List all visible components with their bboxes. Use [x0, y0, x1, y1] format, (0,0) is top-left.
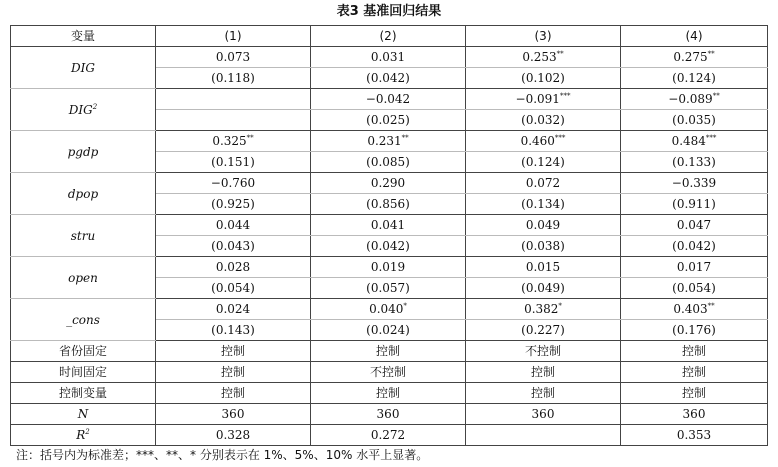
se-cell: (0.118) [156, 68, 311, 89]
coef-cell [156, 89, 311, 110]
control-cell: 控制 [466, 383, 621, 404]
stat-cell: 0.353 [621, 425, 768, 446]
header-col-3: (3) [466, 26, 621, 47]
coef-cell: −0.760 [156, 173, 311, 194]
header-col-1: (1) [156, 26, 311, 47]
coef-cell: 0.325** [156, 131, 311, 152]
variable-name-dpop: dpop [11, 173, 156, 215]
se-cell: (0.911) [621, 194, 768, 215]
coef-cell: 0.019 [311, 257, 466, 278]
coef-cell: 0.024 [156, 299, 311, 320]
coef-row-cons [11, 299, 768, 320]
table-title: 表3 基准回归结果 [336, 4, 442, 19]
control-cell: 控制 [311, 383, 466, 404]
control-cell: 不控制 [466, 341, 621, 362]
se-cell: (0.227) [466, 320, 621, 341]
coef-cell: 0.460*** [466, 131, 621, 152]
stat-cell: 360 [621, 404, 768, 425]
se-cell: (0.143) [156, 320, 311, 341]
variable-name-open: open [11, 257, 156, 299]
coef-row-dpop [11, 173, 768, 194]
coef-cell: 0.028 [156, 257, 311, 278]
row-label-province-fixed: 省份固定 [11, 341, 156, 362]
se-cell: (0.025) [311, 110, 466, 131]
se-cell: (0.049) [466, 278, 621, 299]
table-note: 注：括号内为标准差；***、**、* 分别表示在 1%、5%、10% 水平上显著。 [16, 448, 429, 462]
se-cell: (0.085) [311, 152, 466, 173]
stat-cell: 0.328 [156, 425, 311, 446]
coef-cell: 0.253** [466, 47, 621, 68]
r-squared-row [11, 425, 768, 446]
se-cell: (0.176) [621, 320, 768, 341]
variable-name-dig: DIG [11, 47, 156, 89]
se-cell: (0.856) [311, 194, 466, 215]
coef-cell: 0.484*** [621, 131, 768, 152]
coef-cell: 0.041 [311, 215, 466, 236]
coef-cell: 0.049 [466, 215, 621, 236]
time-fixed-row [11, 362, 768, 383]
coef-cell: 0.403** [621, 299, 768, 320]
coef-row-pgdp [11, 131, 768, 152]
coef-cell: 0.047 [621, 215, 768, 236]
se-cell: (0.054) [156, 278, 311, 299]
stat-cell: 360 [156, 404, 311, 425]
row-label-r2: $R^2$ [11, 425, 156, 446]
se-cell: (0.925) [156, 194, 311, 215]
se-cell: (0.042) [311, 68, 466, 89]
se-cell: (0.024) [311, 320, 466, 341]
se-cell: (0.054) [621, 278, 768, 299]
coef-row-open [11, 257, 768, 278]
control-cell: 控制 [156, 362, 311, 383]
stat-cell: 360 [466, 404, 621, 425]
se-cell [156, 110, 311, 131]
stat-cell: 360 [311, 404, 466, 425]
control-cell: 控制 [466, 362, 621, 383]
control-cell: 控制 [156, 341, 311, 362]
variable-name-dig2: DIG$^2$ [11, 89, 156, 131]
header-row [11, 26, 768, 47]
row-label-n: N [11, 404, 156, 425]
stat-cell: 0.272 [311, 425, 466, 446]
variable-name-stru: stru [11, 215, 156, 257]
variable-name-pgdp: pgdp [11, 131, 156, 173]
row-label-time-fixed: 时间固定 [11, 362, 156, 383]
header-col-4: (4) [621, 26, 768, 47]
coef-cell: 0.015 [466, 257, 621, 278]
coef-cell: −0.339 [621, 173, 768, 194]
control-cell: 控制 [311, 341, 466, 362]
se-cell: (0.133) [621, 152, 768, 173]
header-variable: 变量 [11, 26, 156, 47]
se-cell: (0.124) [466, 152, 621, 173]
control-cell: 控制 [156, 383, 311, 404]
se-cell: (0.134) [466, 194, 621, 215]
coef-cell: 0.040* [311, 299, 466, 320]
se-cell: (0.057) [311, 278, 466, 299]
observations-row [11, 404, 768, 425]
coef-row-stru [11, 215, 768, 236]
coef-cell: 0.231** [311, 131, 466, 152]
coef-row-dig [11, 47, 768, 68]
coef-cell: 0.072 [466, 173, 621, 194]
coef-cell: 0.017 [621, 257, 768, 278]
coef-cell: 0.073 [156, 47, 311, 68]
header-col-2: (2) [311, 26, 466, 47]
variable-name-cons: _cons [11, 299, 156, 341]
coef-cell: 0.275** [621, 47, 768, 68]
control-cell: 控制 [621, 341, 768, 362]
control-cell: 不控制 [311, 362, 466, 383]
row-label-control-variables: 控制变量 [11, 383, 156, 404]
coef-row-dig2 [11, 89, 768, 110]
se-cell: (0.035) [621, 110, 768, 131]
se-cell: (0.032) [466, 110, 621, 131]
se-cell: (0.151) [156, 152, 311, 173]
se-cell: (0.043) [156, 236, 311, 257]
se-cell: (0.102) [466, 68, 621, 89]
coef-cell: 0.382* [466, 299, 621, 320]
coef-cell: 0.044 [156, 215, 311, 236]
se-cell: (0.042) [621, 236, 768, 257]
se-cell: (0.124) [621, 68, 768, 89]
control-cell: 控制 [621, 362, 768, 383]
control-variables-row [11, 383, 768, 404]
stat-cell [466, 425, 621, 446]
control-cell: 控制 [621, 383, 768, 404]
coef-cell: −0.091*** [466, 89, 621, 110]
coef-cell: 0.031 [311, 47, 466, 68]
se-cell: (0.042) [311, 236, 466, 257]
coef-cell: −0.089** [621, 89, 768, 110]
regression-table [10, 25, 768, 446]
coef-cell: −0.042 [311, 89, 466, 110]
se-cell: (0.038) [466, 236, 621, 257]
province-fixed-row [11, 341, 768, 362]
coef-cell: 0.290 [311, 173, 466, 194]
